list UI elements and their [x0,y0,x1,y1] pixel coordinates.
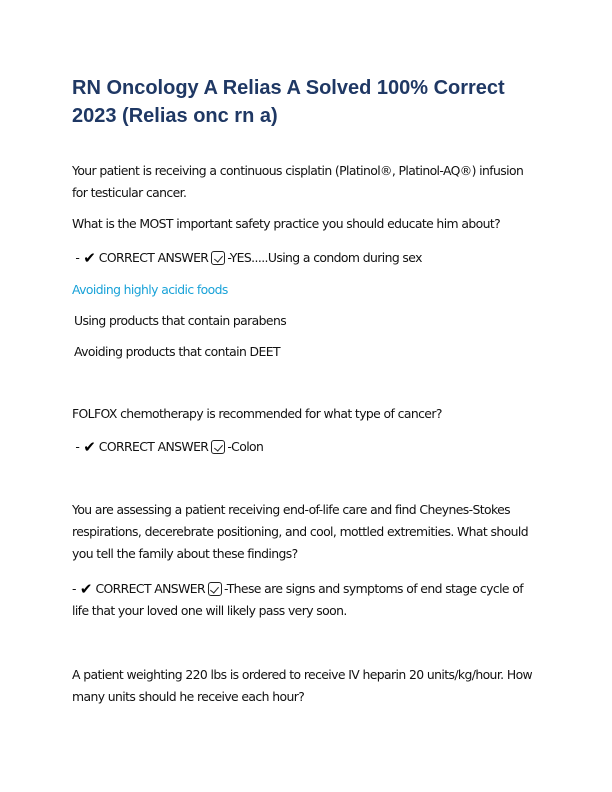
checkmark-icon: ✔ [83,249,96,267]
question-2-answer-line [72,436,534,458]
checkbox-checked-icon [211,251,225,265]
question-1-text: Your patient is receiving a continuous cisplatin (Platinol®, Platinol-AQ®) infusion for testicular cancer. [72,163,524,200]
checkbox-checked-icon [208,582,222,596]
question-1-option-3: Avoiding products that contain DEET [74,344,280,359]
correct-answer-label: CORRECT ANSWER [98,250,209,265]
checkmark-icon: ✔ [79,580,93,598]
question-4-text: A patient weighting 220 lbs is ordered to receive IV heparin 20 units/kg/hour. How many units should he receive each hour? [72,667,533,704]
question-1-answer-line [72,247,534,269]
checkbox-checked-icon [211,440,225,454]
correct-answer-label: CORRECT ANSWER [95,581,205,596]
question-1-prompt: What is the MOST important safety practice you should educate him about? [72,216,501,231]
question-2-answer: -Colon [227,439,264,454]
answer-dash: - [72,439,80,454]
question-3-answer: -These are signs and symptoms of end stage cycle of life that your loved one will likely pass very soon. [72,581,524,618]
answer-dash: - [72,581,76,596]
question-1-option-1: Avoiding highly acidic foods [72,282,228,297]
question-3-answer-line [72,578,534,622]
document-title: RN Oncology A Relias A Solved 100% Correct 2023 (Relias onc rn a) [72,77,505,127]
question-3-text: You are assessing a patient receiving end-of-life care and find Cheynes-Stokes respirations, decerebrate positioning, and cool, mottled extremities. What should you tell the family about these findings? [72,502,528,561]
question-1-option-2: Using products that contain parabens [74,313,287,328]
question-1-answer: -YES.....Using a condom during sex [227,250,422,265]
checkmark-icon: ✔ [83,438,96,456]
question-2-text: FOLFOX chemotherapy is recommended for what type of cancer? [72,406,442,421]
correct-answer-label: CORRECT ANSWER [98,439,209,454]
answer-dash: - [72,250,80,265]
